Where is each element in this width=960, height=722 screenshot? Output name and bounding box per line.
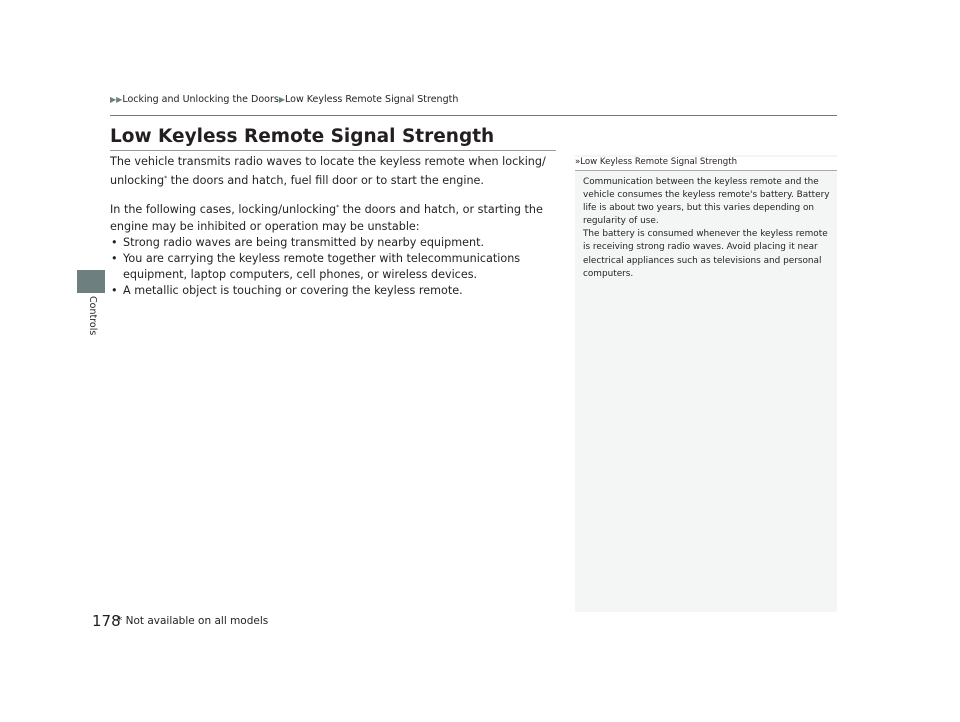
intro-paragraph <box>110 153 560 189</box>
text: The vehicle transmits radio waves to locate the keyless remote when locking/ unlocking <box>110 155 546 187</box>
text: In the following cases, locking/unlocking <box>110 203 337 216</box>
sidebar-paragraph: The battery is consumed whenever the keyless remote is receiving strong radio waves. Avoid placing it near electrical appliances such as televisions and personal computers. <box>583 229 828 279</box>
arrow-icon: ▶▶ <box>110 95 123 104</box>
page-title: Low Keyless Remote Signal Strength <box>110 126 495 147</box>
footnote-mark: * <box>164 175 168 182</box>
sidebar-paragraph: Communication between the keyless remote and the vehicle consumes the keyless remote's battery. Battery life is about two years, but this varies depending on regularity of use. <box>583 177 830 227</box>
sidebar-heading <box>575 157 837 171</box>
main-text <box>110 153 560 299</box>
note-icon: » <box>575 157 581 167</box>
list-item: • Strong radio waves are being transmitted by nearby equipment. <box>110 235 560 251</box>
cases-paragraph <box>110 199 560 235</box>
footnote-mark: * <box>336 204 340 211</box>
sidebar-heading-text: Low Keyless Remote Signal Strength <box>580 157 738 167</box>
section-tab-marker <box>77 270 105 293</box>
text: the doors and hatch, fuel fill door or to start the engine. <box>167 174 484 187</box>
title-divider <box>110 150 556 151</box>
sidebar-text <box>583 176 833 281</box>
page-number: 178 <box>92 612 121 630</box>
section-tab-label: Controls <box>87 296 98 336</box>
list-item: • You are carrying the keyless remote together with telecommunications equipment, laptop computers, cell phones, or wireless devices. <box>110 251 560 283</box>
list-item: • A metallic object is touching or covering the keyless remote. <box>110 283 560 299</box>
text: the doors and hatch, or starting the engine may be inhibited or operation may be unstable: <box>110 203 543 233</box>
arrow-icon: ▶ <box>278 95 286 104</box>
breadcrumb <box>110 94 458 105</box>
breadcrumb-item[interactable]: Locking and Unlocking the Doors <box>122 94 279 105</box>
bullet-list <box>110 235 560 299</box>
breadcrumb-item[interactable]: Low Keyless Remote Signal Strength <box>285 94 459 105</box>
footnote: * Not available on all models <box>117 615 269 627</box>
header-divider <box>110 115 837 116</box>
